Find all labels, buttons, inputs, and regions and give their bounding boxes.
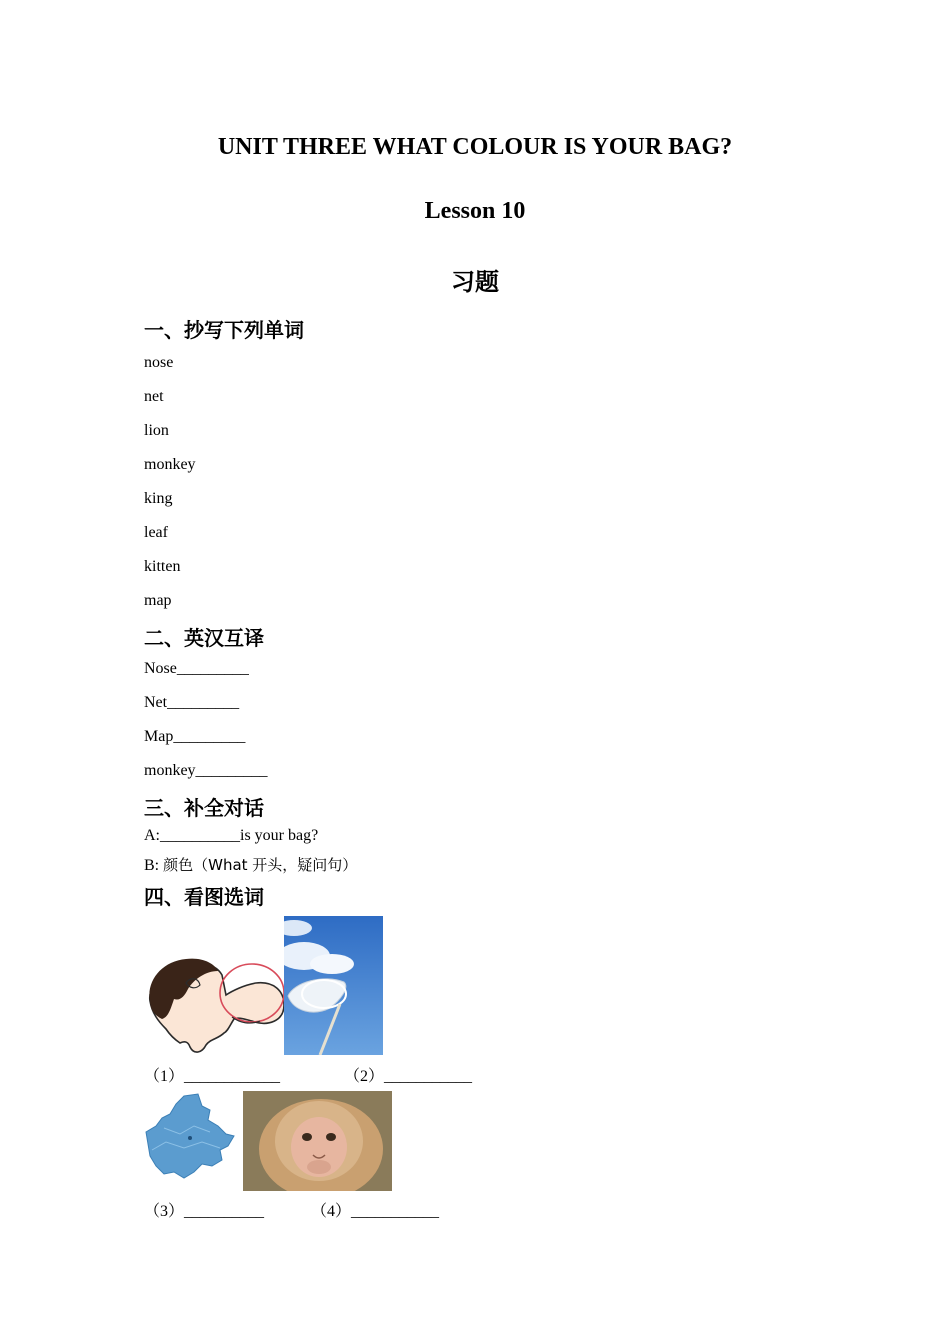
dialogue-b-prefix: B: bbox=[144, 857, 164, 874]
caption-3: （3）__________ bbox=[144, 1203, 265, 1220]
translation-item: Net_________ bbox=[144, 694, 240, 711]
monkey-photo bbox=[243, 1091, 392, 1191]
exercise-title: 习题 bbox=[451, 268, 499, 296]
translation-item: monkey_________ bbox=[144, 762, 268, 779]
translation-item: Nose_________ bbox=[144, 660, 249, 677]
word-item: king bbox=[144, 490, 173, 507]
word-item: leaf bbox=[144, 524, 168, 541]
lesson-title: Lesson 10 bbox=[424, 198, 526, 224]
word-item: map bbox=[144, 592, 172, 609]
word-item: lion bbox=[144, 422, 169, 439]
butterfly-net-photo bbox=[284, 916, 383, 1055]
caption-1: （1）____________ bbox=[144, 1068, 281, 1085]
word-item: monkey bbox=[144, 456, 196, 473]
section2-heading: 二、英汉互译 bbox=[144, 626, 264, 650]
section4-heading: 四、看图选词 bbox=[144, 885, 264, 909]
province-map bbox=[144, 1092, 236, 1180]
section3-heading: 三、补全对话 bbox=[144, 796, 264, 820]
dialogue-b-hint: 颜色（What 开头，疑问句） bbox=[163, 856, 358, 874]
section1-heading: 一、抄写下列单词 bbox=[144, 318, 304, 342]
caption-2: （2）___________ bbox=[344, 1068, 473, 1085]
nose-illustration bbox=[144, 955, 286, 1057]
dialogue-line-b bbox=[144, 854, 357, 875]
translation-item: Map_________ bbox=[144, 728, 246, 745]
word-item: nose bbox=[144, 354, 174, 371]
word-item: net bbox=[144, 388, 164, 405]
dialogue-line-a: A:__________is your bag? bbox=[144, 827, 319, 844]
unit-title: UNIT THREE WHAT COLOUR IS YOUR BAG? bbox=[217, 134, 733, 160]
caption-4: （4）___________ bbox=[311, 1203, 440, 1220]
word-item: kitten bbox=[144, 558, 181, 575]
